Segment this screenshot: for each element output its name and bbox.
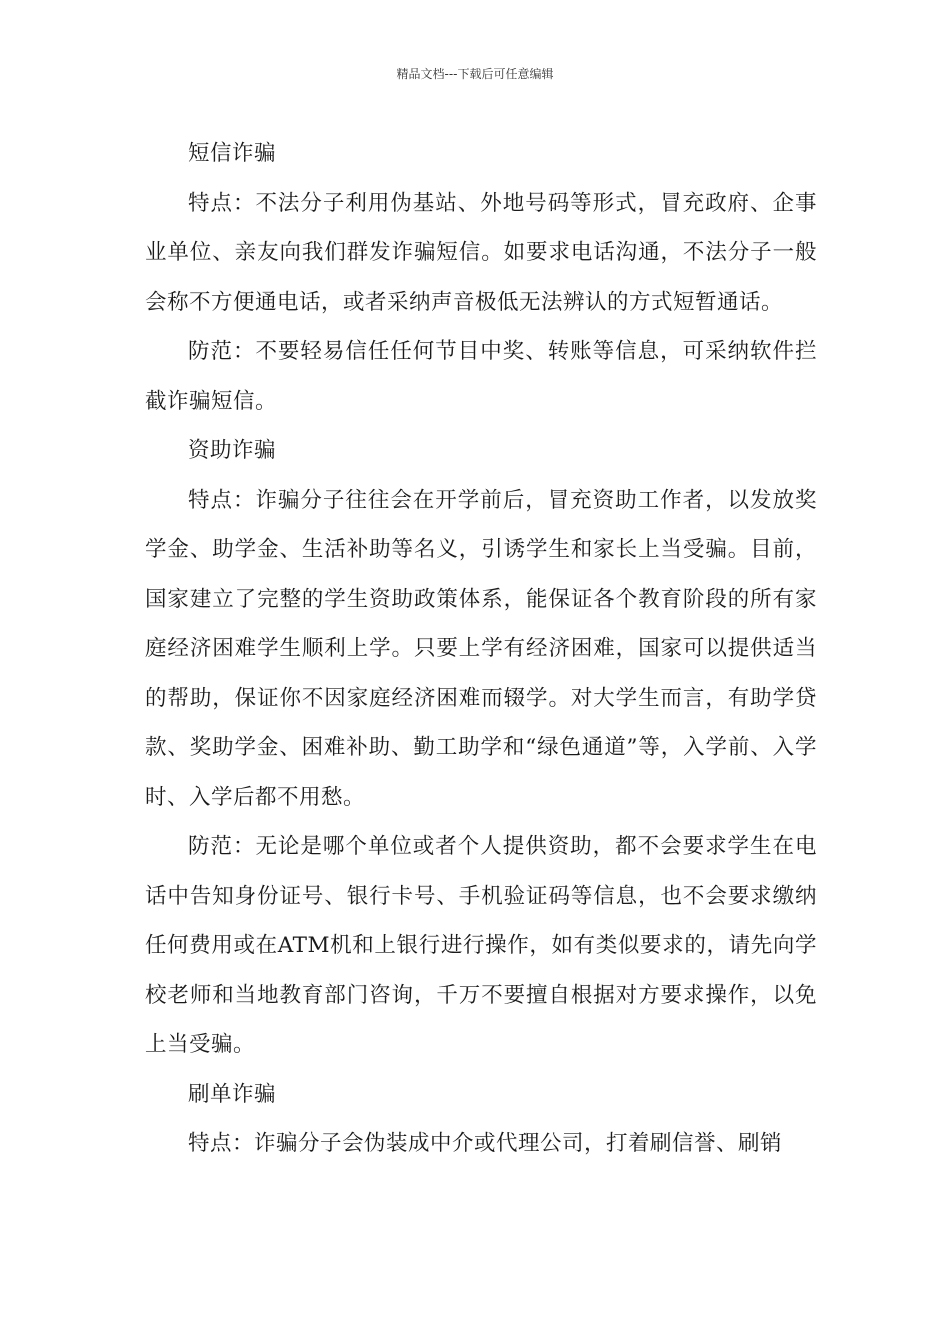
section-heading-sms-fraud: 短信诈骗 (188, 141, 277, 166)
aid-fraud-prevention-paragraph: 防范：无论是哪个单位或者个人提供资助，都不会要求学生在电话中告知身份证号、银行卡号、手机验证码等信息，也不会要求缴纳任何费用或在ATM机和上银行进行操作，如有类似要求的，请先向学校老师和当地教育部门咨询，千万不要擅自根据对方要求操作，以免上当受骗。 (145, 834, 817, 1057)
page-header: 精品文档---下载后可任意编辑 (396, 67, 554, 81)
section-heading-aid-fraud: 资助诈骗 (188, 438, 277, 463)
sms-fraud-prevention-paragraph: 防范：不要轻易信任任何节目中奖、转账等信息，可采纳软件拦截诈骗短信。 (145, 339, 817, 414)
document-body (145, 129, 817, 1169)
aid-fraud-features-paragraph: 特点：诈骗分子往往会在开学前后，冒充资助工作者，以发放奖学金、助学金、生活补助等名义，引诱学生和家长上当受骗。目前，国家建立了完整的学生资助政策体系，能保证各个教育阶段的所有家庭经济困难学生顺利上学。只要上学有经济困难，国家可以提供适当的帮助，保证你不因家庭经济困难而辍学。对大学生而言，有助学贷款、奖助学金、困难补助、勤工助学和“绿色通道”等，入学前、入学时、入学后都不用愁。 (145, 487, 817, 810)
sms-fraud-features-paragraph: 特点：不法分子利用伪基站、外地号码等形式，冒充政府、企事业单位、亲友向我们群发诈骗短信。如要求电话沟通，不法分子一般会称不方便通电话，或者采纳声音极低无法辨认的方式短暂通话。 (145, 190, 817, 315)
section-heading-brush-fraud: 刷单诈骗 (188, 1081, 277, 1107)
brush-fraud-features-paragraph: 特点：诈骗分子会伪装成中介或代理公司，打着刷信誉、刷销 (188, 1131, 783, 1156)
